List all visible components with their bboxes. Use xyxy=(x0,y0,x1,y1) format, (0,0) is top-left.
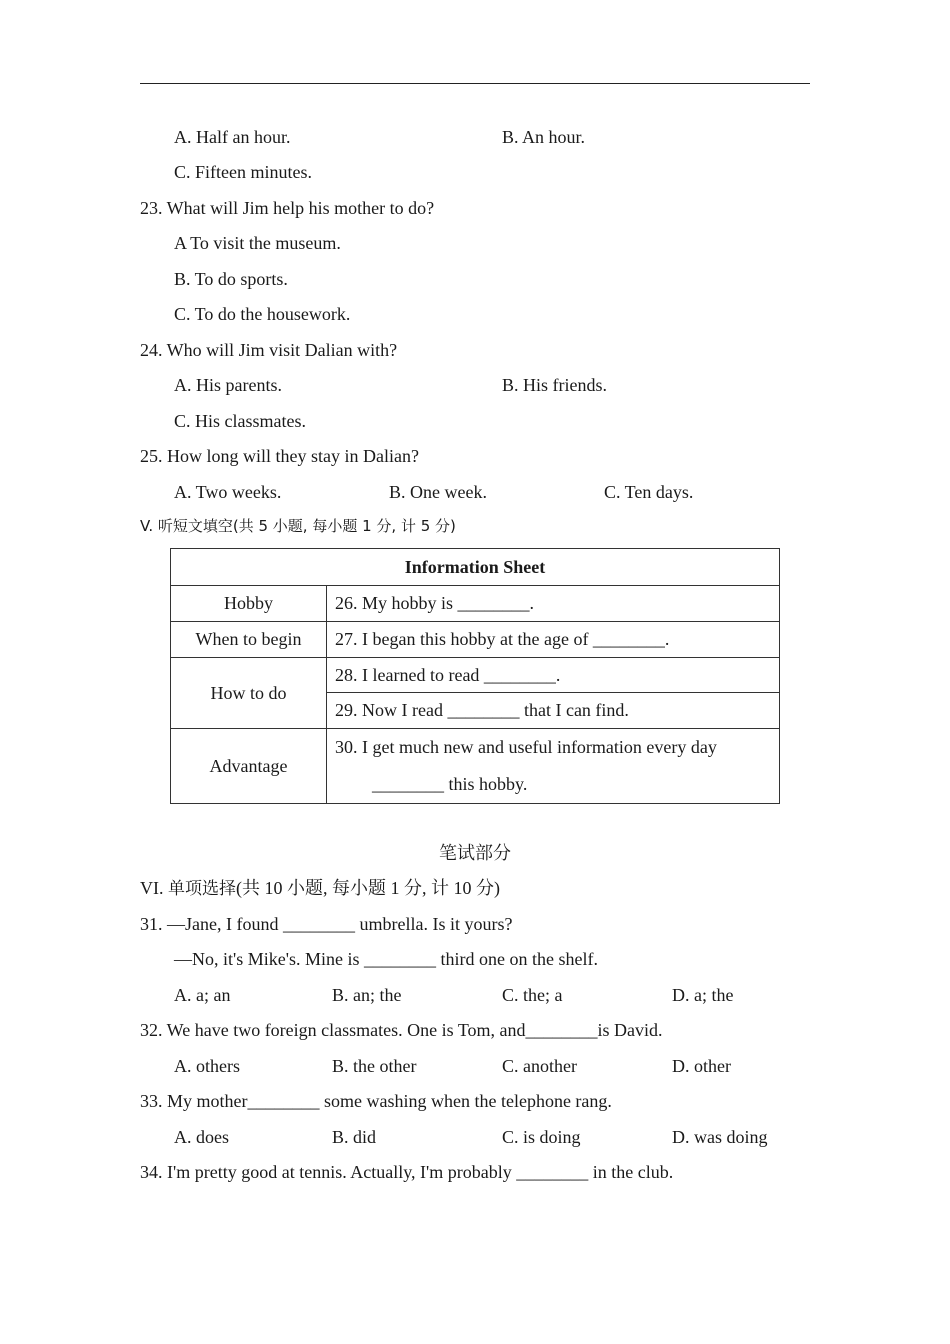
q25-option-c: C. Ten days. xyxy=(604,482,694,502)
q30-line-2: ________ this hobby. xyxy=(372,774,528,794)
q23-option-a: A To visit the museum. xyxy=(174,233,341,253)
q31-option-c: C. the; a xyxy=(502,985,563,1005)
q25-option-b: B. One week. xyxy=(389,482,487,502)
hobby-label: Hobby xyxy=(171,586,327,622)
q22-option-a: A. Half an hour. xyxy=(174,127,291,147)
q31-option-a: A. a; an xyxy=(174,985,231,1005)
q24-stem: 24. Who will Jim visit Dalian with? xyxy=(140,340,398,360)
advantage-label: Advantage xyxy=(171,729,327,804)
section-5-heading: V. 听短文填空(共 5 小题, 每小题 1 分, 计 5 分) xyxy=(140,517,456,535)
section-6-heading xyxy=(140,876,500,901)
information-sheet-table xyxy=(170,548,780,804)
q33-option-b: B. did xyxy=(332,1127,377,1147)
q32-option-a: A. others xyxy=(174,1056,240,1076)
q30-cell xyxy=(327,729,780,804)
q22-option-c: C. Fifteen minutes. xyxy=(174,162,312,182)
q31-option-d: D. a; the xyxy=(672,985,734,1005)
q25-option-a: A. Two weeks. xyxy=(174,482,282,502)
q23-option-c: C. To do the housework. xyxy=(174,304,351,324)
q31-option-b: B. an; the xyxy=(332,985,402,1005)
q24-option-a: A. His parents. xyxy=(174,375,282,395)
q33-option-c: C. is doing xyxy=(502,1127,581,1147)
q33-stem: 33. My mother________ some washing when the telephone rang. xyxy=(140,1091,612,1111)
q28-cell: 28. I learned to read ________. xyxy=(327,658,780,693)
q31-stem: 31. —Jane, I found ________ umbrella. Is it yours? xyxy=(140,914,513,934)
info-sheet-title: Information Sheet xyxy=(171,549,780,586)
q34-stem: 34. I'm pretty good at tennis. Actually, I'm probably ________ in the club. xyxy=(140,1162,674,1182)
q31-stem-2: —No, it's Mike's. Mine is ________ third one on the shelf. xyxy=(174,949,598,969)
q25-stem: 25. How long will they stay in Dalian? xyxy=(140,446,419,466)
q23-stem: 23. What will Jim help his mother to do? xyxy=(140,198,435,218)
written-part-title: 笔试部分 xyxy=(439,843,511,864)
how-to-do-label: How to do xyxy=(171,658,327,729)
q26-cell: 26. My hobby is ________. xyxy=(327,586,780,622)
header-rule xyxy=(140,83,810,84)
q29-cell: 29. Now I read ________ that I can find. xyxy=(327,693,780,729)
q32-option-d: D. other xyxy=(672,1056,731,1076)
q24-option-c: C. His classmates. xyxy=(174,411,306,431)
q32-option-c: C. another xyxy=(502,1056,577,1076)
q22-option-b: B. An hour. xyxy=(502,127,586,147)
q32-stem: 32. We have two foreign classmates. One is Tom, and________is David. xyxy=(140,1020,663,1040)
q27-cell: 27. I began this hobby at the age of ________. xyxy=(327,622,780,658)
q32-option-b: B. the other xyxy=(332,1056,417,1076)
section-6-prefix: VI. xyxy=(140,878,168,898)
when-to-begin-label: When to begin xyxy=(171,622,327,658)
q24-option-b: B. His friends. xyxy=(502,375,607,395)
q30-line-1: 30. I get much new and useful information every day xyxy=(335,737,717,757)
q33-option-d: D. was doing xyxy=(672,1127,768,1147)
section-6-title: 单项选择 xyxy=(168,879,236,899)
q33-option-a: A. does xyxy=(174,1127,229,1147)
q23-option-b: B. To do sports. xyxy=(174,269,288,289)
section-6-detail: (共 10 小题, 每小题 1 分, 计 10 分) xyxy=(236,878,500,898)
